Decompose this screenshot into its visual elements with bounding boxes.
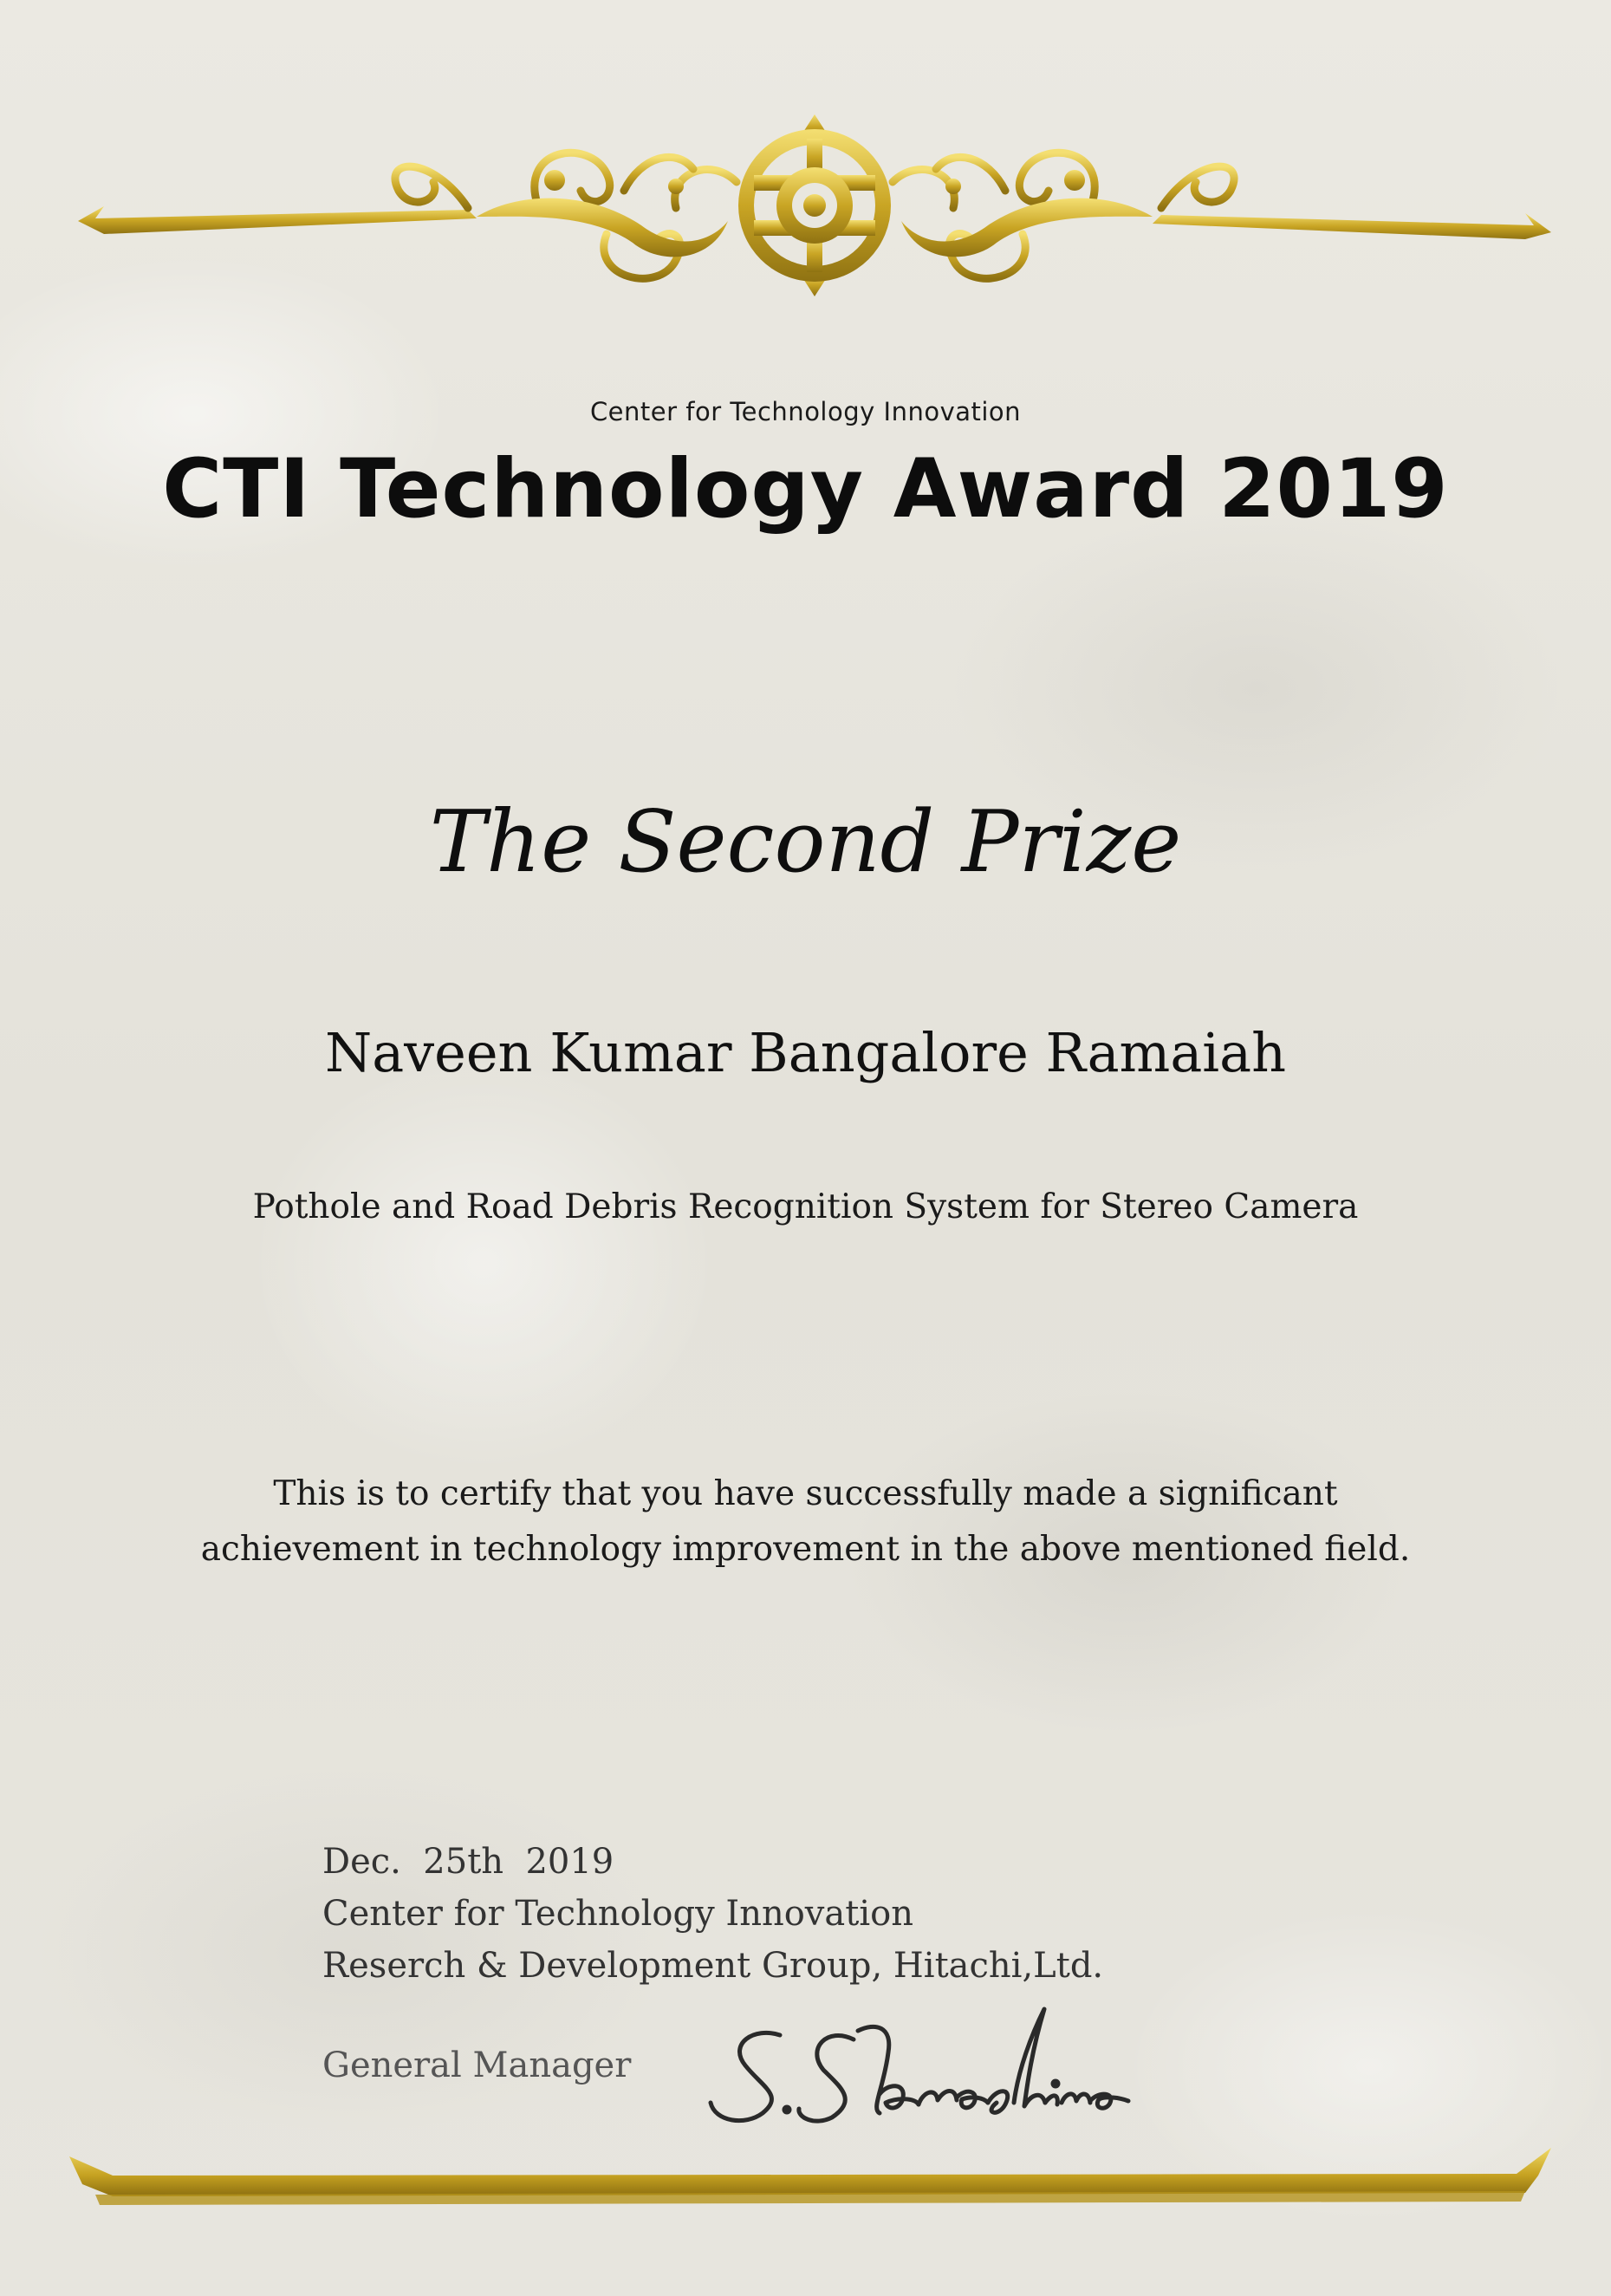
organization-header: Center for Technology Innovation — [589, 397, 1022, 426]
top-gold-ornament — [69, 104, 1560, 312]
certify-line-2: achievement in technology improvement in the above mentioned field. — [200, 1530, 1411, 1569]
issuer-group: Reserch & Development Group, Hitachi,Ltd. — [322, 1946, 1104, 1986]
award-title: CTI Technology Award 2019 — [162, 442, 1449, 537]
hitachi-emblem-icon — [738, 114, 891, 296]
issuer-organization: Center for Technology Innovation — [322, 1894, 913, 1934]
bottom-gold-ornament — [61, 2141, 1560, 2236]
issuer-block — [322, 1836, 1103, 1992]
signature — [702, 2000, 1135, 2130]
recipient-name: Naveen Kumar Bangalore Ramaiah — [324, 1021, 1287, 1084]
certify-line-1: This is to certify that you have successfully made a significant — [273, 1474, 1338, 1513]
certification-statement — [0, 1467, 1611, 1577]
issue-date: Dec. 25th 2019 — [322, 1842, 614, 1882]
project-title: Pothole and Road Debris Recognition System for Stereo Camera — [252, 1187, 1359, 1226]
prize-title: The Second Prize — [429, 793, 1182, 892]
signatory-title: General Manager — [322, 2046, 632, 2085]
